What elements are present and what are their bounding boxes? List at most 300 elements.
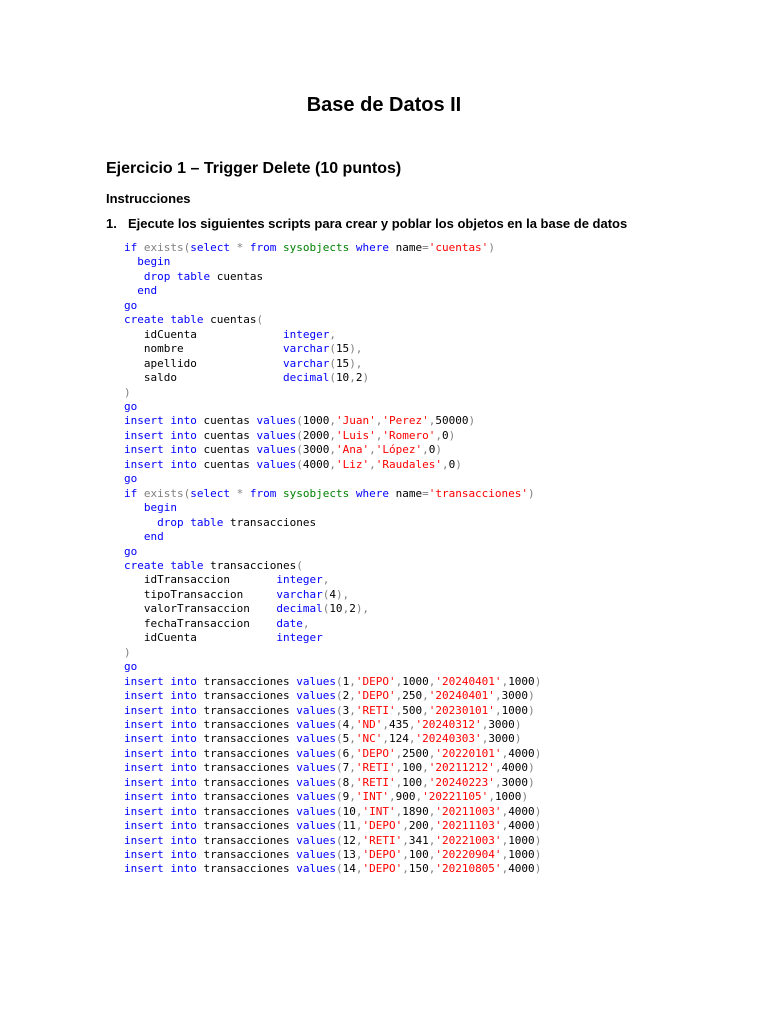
code-token: ) bbox=[435, 443, 442, 457]
step-text: Ejecute los siguientes scripts para crear y poblar los objetos en la base de datos bbox=[128, 216, 628, 231]
code-line bbox=[124, 328, 541, 342]
code-token: , bbox=[329, 428, 336, 442]
code-token: saldo bbox=[124, 371, 283, 385]
code-token: , bbox=[349, 371, 356, 385]
code-token: , bbox=[382, 732, 389, 746]
code-token: values bbox=[256, 443, 297, 457]
code-token: values bbox=[296, 746, 336, 760]
code-token: ( bbox=[335, 833, 343, 847]
code-token: , bbox=[428, 674, 436, 688]
code-token: fechaTransaccion bbox=[124, 616, 277, 630]
code-token: , bbox=[395, 689, 403, 703]
code-token: , bbox=[355, 848, 363, 862]
code-token: ), bbox=[349, 342, 363, 356]
code-token: , bbox=[494, 689, 502, 703]
code-token: ( bbox=[329, 371, 336, 385]
code-token: ( bbox=[329, 342, 336, 356]
code-token: insert into bbox=[124, 703, 204, 717]
code-token: 4 bbox=[329, 587, 336, 601]
code-token: 15 bbox=[335, 356, 350, 370]
code-token: ) bbox=[488, 241, 495, 254]
code-token: ( bbox=[329, 356, 336, 370]
code-line bbox=[124, 675, 541, 689]
code-line bbox=[124, 284, 541, 298]
code-token: idCuenta bbox=[124, 327, 283, 341]
code-token: , bbox=[302, 616, 310, 630]
code-token: ( bbox=[335, 703, 343, 717]
code-token: , bbox=[501, 819, 509, 833]
code-token: insert into bbox=[124, 819, 204, 833]
code-token: , bbox=[388, 790, 396, 804]
code-token: end bbox=[124, 284, 158, 298]
code-token: ( bbox=[335, 717, 343, 731]
code-token: ( bbox=[296, 428, 303, 442]
code-token: insert into bbox=[124, 443, 204, 457]
code-token: if bbox=[124, 241, 144, 254]
code-token: 'López' bbox=[375, 443, 423, 457]
code-token: ( bbox=[335, 804, 343, 818]
code-token: 100 bbox=[402, 775, 423, 789]
code-token: , bbox=[369, 457, 376, 471]
code-token: , bbox=[395, 804, 403, 818]
code-token: 10 bbox=[335, 371, 350, 385]
code-token: ( bbox=[322, 602, 330, 616]
code-token: , bbox=[501, 862, 509, 876]
code-token: , bbox=[428, 804, 436, 818]
code-token: cuentas bbox=[203, 443, 257, 457]
code-token: ( bbox=[335, 775, 343, 789]
code-token: , bbox=[501, 746, 509, 760]
code-line bbox=[124, 718, 541, 732]
code-token: integer bbox=[282, 327, 330, 341]
code-token: values bbox=[296, 674, 336, 688]
code-token: insert into bbox=[124, 833, 204, 847]
code-token: insert into bbox=[124, 428, 204, 442]
code-token: values bbox=[256, 414, 297, 428]
code-token: values bbox=[256, 428, 297, 442]
code-token: transacciones bbox=[203, 674, 297, 688]
code-token: '20210805' bbox=[435, 862, 502, 876]
code-token: ) bbox=[468, 414, 476, 428]
code-line bbox=[124, 704, 541, 718]
code-token: ) bbox=[362, 371, 370, 385]
code-token: , bbox=[329, 327, 336, 341]
code-line bbox=[124, 487, 541, 501]
code-token: name bbox=[395, 241, 423, 254]
code-token: , bbox=[395, 703, 403, 717]
code-token: 150 bbox=[408, 862, 429, 876]
code-token: , bbox=[435, 428, 442, 442]
code-token: , bbox=[402, 848, 409, 862]
code-token: 250 bbox=[402, 689, 423, 703]
code-token: 4000 bbox=[508, 819, 535, 833]
code-token: 341 bbox=[408, 833, 429, 847]
code-token: 3 bbox=[342, 703, 350, 717]
code-token: , bbox=[422, 761, 429, 775]
code-token: 50000 bbox=[435, 414, 469, 428]
code-token: insert into bbox=[124, 674, 204, 688]
code-token: exists( bbox=[143, 486, 191, 500]
code-token: cuentas bbox=[203, 457, 257, 471]
code-token: , bbox=[428, 833, 436, 847]
code-token: , bbox=[422, 703, 429, 717]
code-token: = bbox=[422, 241, 429, 254]
code-token: 'Romero' bbox=[382, 428, 436, 442]
code-token: , bbox=[349, 790, 356, 804]
code-token: ), bbox=[355, 602, 370, 616]
code-token: 'RETI' bbox=[355, 761, 396, 775]
code-token: cuentas bbox=[203, 414, 257, 428]
code-token: , bbox=[422, 443, 429, 457]
code-line bbox=[124, 660, 541, 674]
code-token: go bbox=[124, 544, 138, 558]
code-line bbox=[124, 342, 541, 356]
code-token: , bbox=[402, 862, 409, 876]
code-token: go bbox=[124, 660, 138, 674]
code-token: ) bbox=[124, 385, 131, 399]
code-token: values bbox=[296, 703, 336, 717]
code-token: , bbox=[322, 573, 330, 587]
code-token: 'DEPO' bbox=[355, 674, 396, 688]
code-token: , bbox=[329, 414, 336, 428]
code-token: decimal bbox=[276, 602, 323, 616]
code-token: 12 bbox=[342, 833, 356, 847]
code-line bbox=[124, 414, 541, 428]
code-token: , bbox=[349, 717, 356, 731]
code-token: varchar bbox=[282, 342, 330, 356]
code-token: 7 bbox=[342, 761, 350, 775]
code-token: , bbox=[415, 790, 423, 804]
code-token: valorTransaccion bbox=[124, 602, 277, 616]
code-token: 1000 bbox=[501, 703, 529, 717]
code-token: 900 bbox=[395, 790, 416, 804]
code-token: ) bbox=[534, 746, 542, 760]
code-token: transacciones bbox=[203, 819, 297, 833]
code-token: ( bbox=[296, 457, 303, 471]
code-token: , bbox=[355, 804, 363, 818]
code-token: exists( bbox=[143, 241, 191, 254]
code-token: 8 bbox=[342, 775, 350, 789]
code-token: '20220904' bbox=[435, 848, 502, 862]
code-token: , bbox=[428, 746, 436, 760]
code-line bbox=[124, 313, 541, 327]
code-token: ), bbox=[335, 587, 350, 601]
code-token: values bbox=[256, 457, 297, 471]
code-token: drop table bbox=[157, 515, 230, 529]
code-token: go bbox=[124, 399, 138, 413]
code-token: ) bbox=[521, 790, 529, 804]
code-token: transacciones bbox=[203, 746, 297, 760]
code-token: 2 bbox=[349, 602, 356, 616]
code-token: insert into bbox=[124, 746, 204, 760]
code-token: begin bbox=[124, 501, 177, 515]
code-token: date bbox=[276, 616, 303, 630]
code-token: 200 bbox=[408, 819, 429, 833]
code-token: idTransaccion bbox=[124, 573, 277, 587]
code-line bbox=[124, 400, 541, 414]
code-token: tipoTransaccion bbox=[124, 587, 277, 601]
code-token: 'Luis' bbox=[335, 428, 376, 442]
code-token: end bbox=[124, 530, 164, 544]
code-token: 0 bbox=[441, 428, 449, 442]
code-line bbox=[124, 834, 541, 848]
code-token: cuentas bbox=[216, 269, 264, 283]
code-token: transacciones bbox=[203, 689, 297, 703]
code-token: ) bbox=[534, 819, 542, 833]
code-token: 'Ana' bbox=[335, 443, 370, 457]
code-token: insert into bbox=[124, 790, 204, 804]
code-token: ( bbox=[322, 587, 330, 601]
code-token: ) bbox=[534, 674, 542, 688]
code-token: ) bbox=[528, 689, 535, 703]
code-token: , bbox=[494, 703, 502, 717]
code-token: ( bbox=[335, 848, 343, 862]
code-token: 1000 bbox=[302, 414, 330, 428]
code-token: ) bbox=[534, 862, 542, 876]
code-token: ( bbox=[296, 443, 303, 457]
code-token: , bbox=[428, 819, 436, 833]
code-token: 2500 bbox=[402, 746, 429, 760]
code-token: 3000 bbox=[488, 717, 515, 731]
code-token: ) bbox=[448, 428, 456, 442]
code-token: go bbox=[124, 298, 138, 312]
code-token: '20211003' bbox=[435, 804, 502, 818]
code-token: , bbox=[481, 732, 489, 746]
code-token: 0 bbox=[448, 457, 456, 471]
code-line bbox=[124, 270, 541, 284]
code-token: 'Liz' bbox=[335, 457, 370, 471]
code-token: , bbox=[355, 819, 363, 833]
code-token: , bbox=[488, 790, 495, 804]
code-token: transacciones bbox=[203, 848, 297, 862]
code-token: transacciones bbox=[203, 732, 297, 746]
sql-code-block bbox=[124, 241, 541, 877]
code-token: 4000 bbox=[508, 862, 535, 876]
code-token: transacciones bbox=[203, 804, 297, 818]
code-token: ) bbox=[534, 848, 542, 862]
code-token: values bbox=[296, 848, 336, 862]
code-token: 1000 bbox=[508, 848, 535, 862]
code-token: '20211103' bbox=[435, 819, 502, 833]
code-token: 1000 bbox=[508, 833, 535, 847]
code-token: 4000 bbox=[508, 804, 535, 818]
code-line bbox=[124, 819, 541, 833]
code-token: 15 bbox=[335, 342, 350, 356]
code-token: 10 bbox=[342, 804, 356, 818]
code-line bbox=[124, 386, 541, 400]
code-token: 1890 bbox=[402, 804, 429, 818]
code-line bbox=[124, 617, 541, 631]
code-token: , bbox=[402, 819, 409, 833]
code-token: 4000 bbox=[508, 746, 535, 760]
code-token: if bbox=[124, 486, 144, 500]
code-token: 'NC' bbox=[355, 732, 383, 746]
code-token: '20221003' bbox=[435, 833, 502, 847]
code-token: 2000 bbox=[302, 428, 330, 442]
code-token: , bbox=[355, 833, 363, 847]
code-token: '20240312' bbox=[415, 717, 482, 731]
code-token: begin bbox=[124, 255, 171, 269]
code-token: name bbox=[395, 486, 423, 500]
code-token: 'Perez' bbox=[382, 414, 429, 428]
code-line bbox=[124, 588, 541, 602]
code-line bbox=[124, 371, 541, 385]
code-token: 2 bbox=[342, 689, 350, 703]
code-token: decimal bbox=[282, 371, 330, 385]
code-line bbox=[124, 516, 541, 530]
code-token: , bbox=[382, 717, 389, 731]
code-token: 4000 bbox=[302, 457, 330, 471]
code-line bbox=[124, 776, 541, 790]
code-token: , bbox=[422, 775, 429, 789]
code-token: 'INT' bbox=[355, 790, 389, 804]
code-token: 500 bbox=[402, 703, 423, 717]
code-token: ( bbox=[335, 819, 343, 833]
code-token: values bbox=[296, 819, 336, 833]
code-token: , bbox=[395, 761, 403, 775]
code-token: ( bbox=[296, 558, 303, 572]
code-line bbox=[124, 862, 541, 876]
code-token: , bbox=[501, 804, 509, 818]
code-token: 'Raudales' bbox=[375, 457, 442, 471]
code-line bbox=[124, 241, 541, 255]
code-line bbox=[124, 573, 541, 587]
code-token: insert into bbox=[124, 862, 204, 876]
code-token: values bbox=[296, 761, 336, 775]
code-token: 'Juan' bbox=[335, 414, 376, 428]
code-token: insert into bbox=[124, 689, 204, 703]
code-token: insert into bbox=[124, 804, 204, 818]
code-line bbox=[124, 443, 541, 457]
code-token: , bbox=[349, 689, 356, 703]
code-token: , bbox=[375, 414, 383, 428]
code-token: 'RETI' bbox=[362, 833, 403, 847]
code-token: 'DEPO' bbox=[362, 862, 403, 876]
code-token: ( bbox=[335, 674, 343, 688]
code-token: 'transacciones' bbox=[428, 486, 529, 500]
code-token: cuentas bbox=[210, 313, 257, 327]
code-token: 9 bbox=[342, 790, 350, 804]
code-token: insert into bbox=[124, 732, 204, 746]
code-token: 4000 bbox=[501, 761, 529, 775]
code-token: , bbox=[428, 848, 436, 862]
code-token: transacciones bbox=[203, 790, 297, 804]
code-line bbox=[124, 848, 541, 862]
code-token: where bbox=[355, 241, 396, 254]
code-token: varchar bbox=[282, 356, 330, 370]
code-token: ( bbox=[335, 790, 343, 804]
code-token: insert into bbox=[124, 457, 204, 471]
code-token: integer bbox=[276, 631, 323, 645]
code-token: 13 bbox=[342, 848, 356, 862]
code-token: ) bbox=[528, 486, 535, 500]
code-line bbox=[124, 559, 541, 573]
code-token: , bbox=[375, 428, 383, 442]
code-token: , bbox=[501, 833, 509, 847]
code-token: ( bbox=[335, 761, 343, 775]
code-token: , bbox=[349, 674, 356, 688]
code-token: values bbox=[296, 732, 336, 746]
code-token: values bbox=[296, 775, 336, 789]
code-token: sysobjects bbox=[282, 486, 356, 500]
code-line bbox=[124, 761, 541, 775]
code-token: insert into bbox=[124, 775, 204, 789]
code-token: 1000 bbox=[494, 790, 522, 804]
code-token: values bbox=[296, 717, 336, 731]
code-line bbox=[124, 646, 541, 660]
code-token: , bbox=[441, 457, 449, 471]
code-token: ( bbox=[296, 414, 303, 428]
code-token: '20240223' bbox=[428, 775, 495, 789]
code-token: , bbox=[329, 457, 336, 471]
instruction-step bbox=[106, 216, 627, 231]
code-token: 'DEPO' bbox=[362, 819, 403, 833]
code-token: 0 bbox=[428, 443, 436, 457]
code-token: ) bbox=[455, 457, 462, 471]
code-token: , bbox=[349, 703, 356, 717]
code-token: 10 bbox=[329, 602, 343, 616]
code-token: values bbox=[296, 862, 336, 876]
code-token: , bbox=[501, 848, 509, 862]
code-token: from bbox=[249, 486, 283, 500]
code-token: 'RETI' bbox=[355, 703, 396, 717]
code-token: 6 bbox=[342, 746, 350, 760]
code-token: values bbox=[296, 804, 336, 818]
code-token: values bbox=[296, 689, 336, 703]
code-token: * bbox=[236, 241, 250, 254]
code-token: ), bbox=[349, 356, 363, 370]
code-token: ) bbox=[514, 732, 522, 746]
code-token: , bbox=[395, 674, 403, 688]
code-line bbox=[124, 689, 541, 703]
code-line bbox=[124, 458, 541, 472]
code-token: , bbox=[395, 746, 403, 760]
code-token: * bbox=[236, 486, 250, 500]
code-token: insert into bbox=[124, 414, 204, 428]
code-token: , bbox=[428, 414, 436, 428]
code-token: apellido bbox=[124, 356, 283, 370]
code-token: ( bbox=[335, 862, 343, 876]
page-title: Base de Datos II bbox=[306, 94, 462, 116]
code-token: insert into bbox=[124, 848, 204, 862]
code-token: transacciones bbox=[203, 775, 297, 789]
code-token: 1000 bbox=[402, 674, 429, 688]
code-token: 124 bbox=[388, 732, 409, 746]
code-line bbox=[124, 530, 541, 544]
code-token: 'DEPO' bbox=[355, 746, 396, 760]
code-token: 'cuentas' bbox=[428, 241, 489, 254]
code-token: , bbox=[329, 443, 336, 457]
code-token: 5 bbox=[342, 732, 350, 746]
code-token: ( bbox=[335, 746, 343, 760]
step-number: 1. bbox=[106, 216, 117, 231]
code-token bbox=[124, 270, 144, 283]
code-token: 'RETI' bbox=[355, 775, 396, 789]
instructions-label: Instrucciones bbox=[106, 191, 191, 206]
code-token: select bbox=[190, 241, 237, 254]
code-token: 1000 bbox=[508, 674, 535, 688]
code-token: = bbox=[422, 486, 429, 500]
code-token: varchar bbox=[276, 587, 323, 601]
code-token: ) bbox=[528, 761, 535, 775]
code-line bbox=[124, 747, 541, 761]
code-token: , bbox=[408, 717, 416, 731]
code-token: 14 bbox=[342, 862, 356, 876]
code-token: 1 bbox=[342, 674, 350, 688]
code-token: , bbox=[422, 689, 429, 703]
code-token: 100 bbox=[408, 848, 429, 862]
code-token: 3000 bbox=[302, 443, 330, 457]
